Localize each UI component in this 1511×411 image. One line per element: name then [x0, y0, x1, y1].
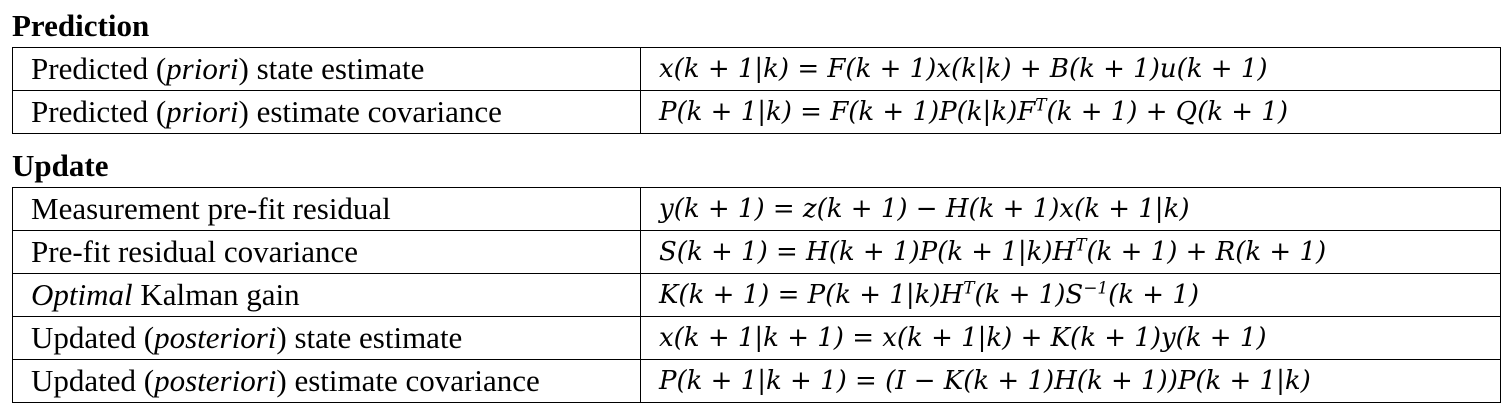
- prediction-table: [12, 47, 1501, 134]
- equation-superscript: −1: [1083, 277, 1109, 298]
- equation-text: P(k + 1|k + 1) = (I − K(k + 1)H(k + 1))P(k + 1|k): [659, 366, 1311, 396]
- desc-text: Updated (: [31, 363, 155, 398]
- equation-text: (k + 1): [1108, 280, 1200, 310]
- row-description: [13, 48, 641, 91]
- row-description: [13, 274, 641, 317]
- equation-text: x(k + 1|k) = F(k + 1)x(k|k) + B(k + 1)u(k + 1): [659, 54, 1268, 84]
- equation-text: (k + 1) + R(k + 1): [1086, 237, 1327, 267]
- desc-text: Pre-fit residual covariance: [31, 234, 359, 269]
- desc-italic-term: Optimal: [31, 277, 133, 312]
- row-equation: [641, 91, 1501, 134]
- table-row: [13, 188, 1501, 231]
- equation-text: x(k + 1|k + 1) = x(k + 1|k) + K(k + 1)y(k + 1): [659, 323, 1267, 353]
- equation-superscript: T: [1075, 234, 1087, 255]
- desc-text: Measurement pre-fit residual: [31, 191, 391, 226]
- equation-text: (k + 1)S: [974, 280, 1084, 310]
- table-row: [13, 231, 1501, 274]
- desc-text: ) state estimate: [238, 51, 425, 86]
- table-row: [13, 48, 1501, 91]
- equation-text: K(k + 1) = P(k + 1|k)H: [659, 280, 964, 310]
- row-equation: [641, 48, 1501, 91]
- table-row: [13, 317, 1501, 360]
- section-title-prediction: Prediction: [12, 8, 150, 43]
- row-equation: [641, 231, 1501, 274]
- equation-superscript: T: [1035, 94, 1047, 115]
- desc-text: ) estimate covariance: [238, 94, 502, 129]
- row-equation: [641, 188, 1501, 231]
- desc-italic-term: priori: [166, 94, 239, 129]
- equation-text: (k + 1) + Q(k + 1): [1046, 97, 1288, 127]
- section-title-update: Update: [12, 148, 109, 183]
- row-description: [13, 360, 641, 403]
- desc-italic-term: posteriori: [154, 320, 277, 355]
- row-description: [13, 91, 641, 134]
- row-description: [13, 231, 641, 274]
- table-row: [13, 360, 1501, 403]
- desc-text: Kalman gain: [132, 277, 300, 312]
- desc-text: Updated (: [31, 320, 155, 355]
- row-equation: [641, 360, 1501, 403]
- desc-text: Predicted (: [31, 94, 167, 129]
- equation-text: y(k + 1) = z(k + 1) − H(k + 1)x(k + 1|k): [659, 194, 1190, 224]
- row-equation: [641, 274, 1501, 317]
- desc-text: Predicted (: [31, 51, 167, 86]
- row-description: [13, 188, 641, 231]
- equation-superscript: T: [963, 277, 975, 298]
- desc-text: ) state estimate: [276, 320, 463, 355]
- table-row: [13, 91, 1501, 134]
- desc-text: ) estimate covariance: [276, 363, 540, 398]
- update-table: [12, 187, 1501, 403]
- desc-italic-term: priori: [166, 51, 239, 86]
- equation-text: P(k + 1|k) = F(k + 1)P(k|k)F: [659, 97, 1036, 127]
- equation-text: S(k + 1) = H(k + 1)P(k + 1|k)H: [659, 237, 1076, 267]
- row-equation: [641, 317, 1501, 360]
- row-description: [13, 317, 641, 360]
- table-row: [13, 274, 1501, 317]
- desc-italic-term: posteriori: [154, 363, 277, 398]
